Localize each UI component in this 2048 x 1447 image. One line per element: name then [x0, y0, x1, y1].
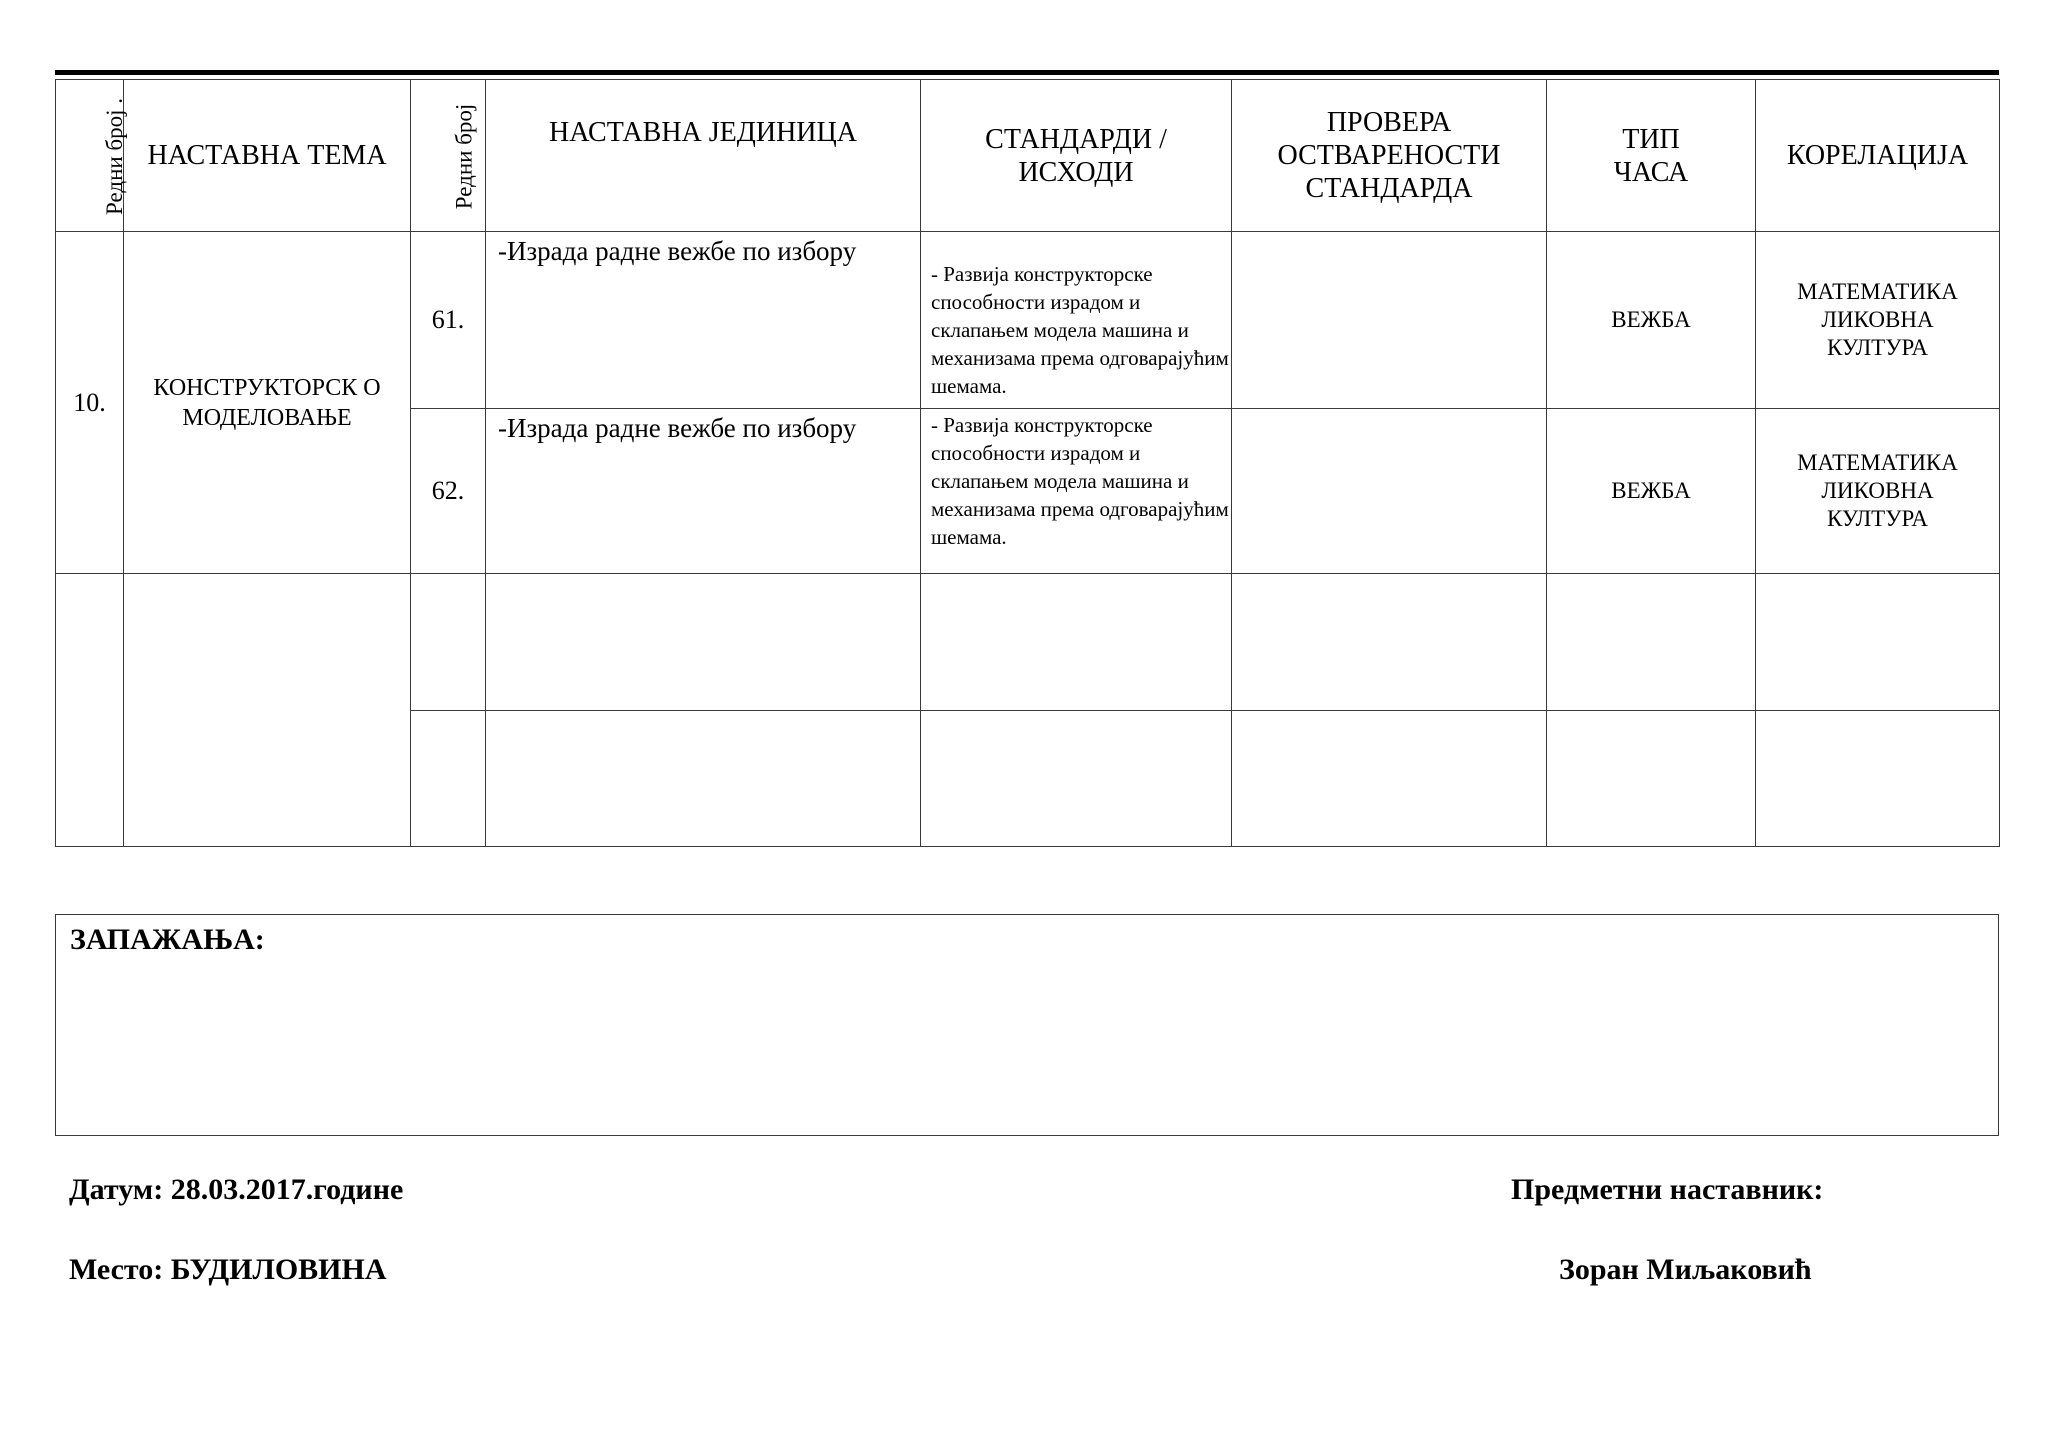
teacher-name: Зоран Миљаковић — [1559, 1253, 1812, 1286]
notes-box — [55, 914, 1999, 1136]
empty-cell — [411, 574, 486, 711]
lesson-check — [1232, 409, 1547, 574]
header-lesson-number — [411, 80, 486, 232]
lesson-number: 62. — [411, 409, 486, 574]
lesson-correlation: МАТЕМАТИКА ЛИКОВНА КУЛТУРА — [1756, 409, 2000, 574]
theme-name: КОНСТРУКТОРСК О МОДЕЛОВАЊЕ — [124, 232, 411, 574]
empty-cell — [921, 574, 1232, 711]
empty-row — [56, 574, 2000, 711]
empty-cell — [411, 711, 486, 847]
empty-cell — [486, 574, 921, 711]
header-type-label: ТИП ЧАСА — [1613, 123, 1689, 188]
header-standards — [921, 80, 1232, 232]
empty-cell — [1547, 574, 1756, 711]
lesson-unit: -Израда радне вежбе по избору — [486, 232, 921, 409]
empty-cell — [1756, 574, 2000, 711]
header-unit-label: НАСТАВНА ЈЕДИНИЦА — [549, 117, 857, 148]
lesson-standard: - Развија конструкторске способности израдом и склапањем модела машина и механизама према одговарајућим шемама. — [921, 409, 1232, 574]
header-type — [1547, 80, 1756, 232]
empty-cell — [1232, 711, 1547, 847]
header-check-label: ПРОВЕРА ОСТВАРЕНОСТИ СТАНДАРДА — [1277, 107, 1501, 204]
teacher-label: Предметни наставник: — [1511, 1173, 1824, 1206]
lesson-check — [1232, 232, 1547, 409]
header-check — [1232, 80, 1547, 232]
header-unit — [486, 80, 921, 232]
date-text: Датум: 28.03.2017.године — [69, 1173, 404, 1206]
theme-number: 10. — [56, 232, 124, 574]
lesson-standard: - Развија конструкторске способности израдом и склапањем модела машина и механизама према одговарајућим шемама. — [921, 232, 1232, 409]
empty-cell — [1756, 711, 2000, 847]
header-theme-label: НАСТАВНА ТЕМА — [147, 140, 387, 171]
header-lesson-number-label: Редни број — [451, 103, 477, 209]
header-theme — [124, 80, 411, 232]
lesson-unit: -Израда радне вежбе по избору — [486, 409, 921, 574]
lesson-type: ВЕЖБА — [1547, 409, 1756, 574]
empty-cell — [56, 574, 124, 847]
top-rule — [55, 70, 1999, 75]
lesson-number: 61. — [411, 232, 486, 409]
place-text: Место: БУДИЛОВИНА — [69, 1253, 387, 1286]
header-row — [56, 80, 2000, 232]
empty-cell — [1547, 711, 1756, 847]
header-correlation — [1756, 80, 2000, 232]
empty-cell — [1232, 574, 1547, 711]
empty-cell — [124, 574, 411, 847]
empty-cell — [921, 711, 1232, 847]
header-correlation-label: КОРЕЛАЦИЈА — [1786, 140, 1969, 171]
header-row-number-label: Редни број . — [102, 97, 128, 215]
lesson-plan-table — [55, 79, 2000, 847]
header-standards-label: СТАНДАРДИ / ИСХОДИ — [985, 123, 1167, 188]
lesson-row — [56, 232, 2000, 409]
header-row-number — [56, 80, 128, 232]
lesson-type: ВЕЖБА — [1547, 232, 1756, 409]
lesson-correlation: МАТЕМАТИКА ЛИКОВНА КУЛТУРА — [1756, 232, 2000, 409]
notes-label: ЗАПАЖАЊА: — [70, 923, 265, 956]
empty-cell — [486, 711, 921, 847]
